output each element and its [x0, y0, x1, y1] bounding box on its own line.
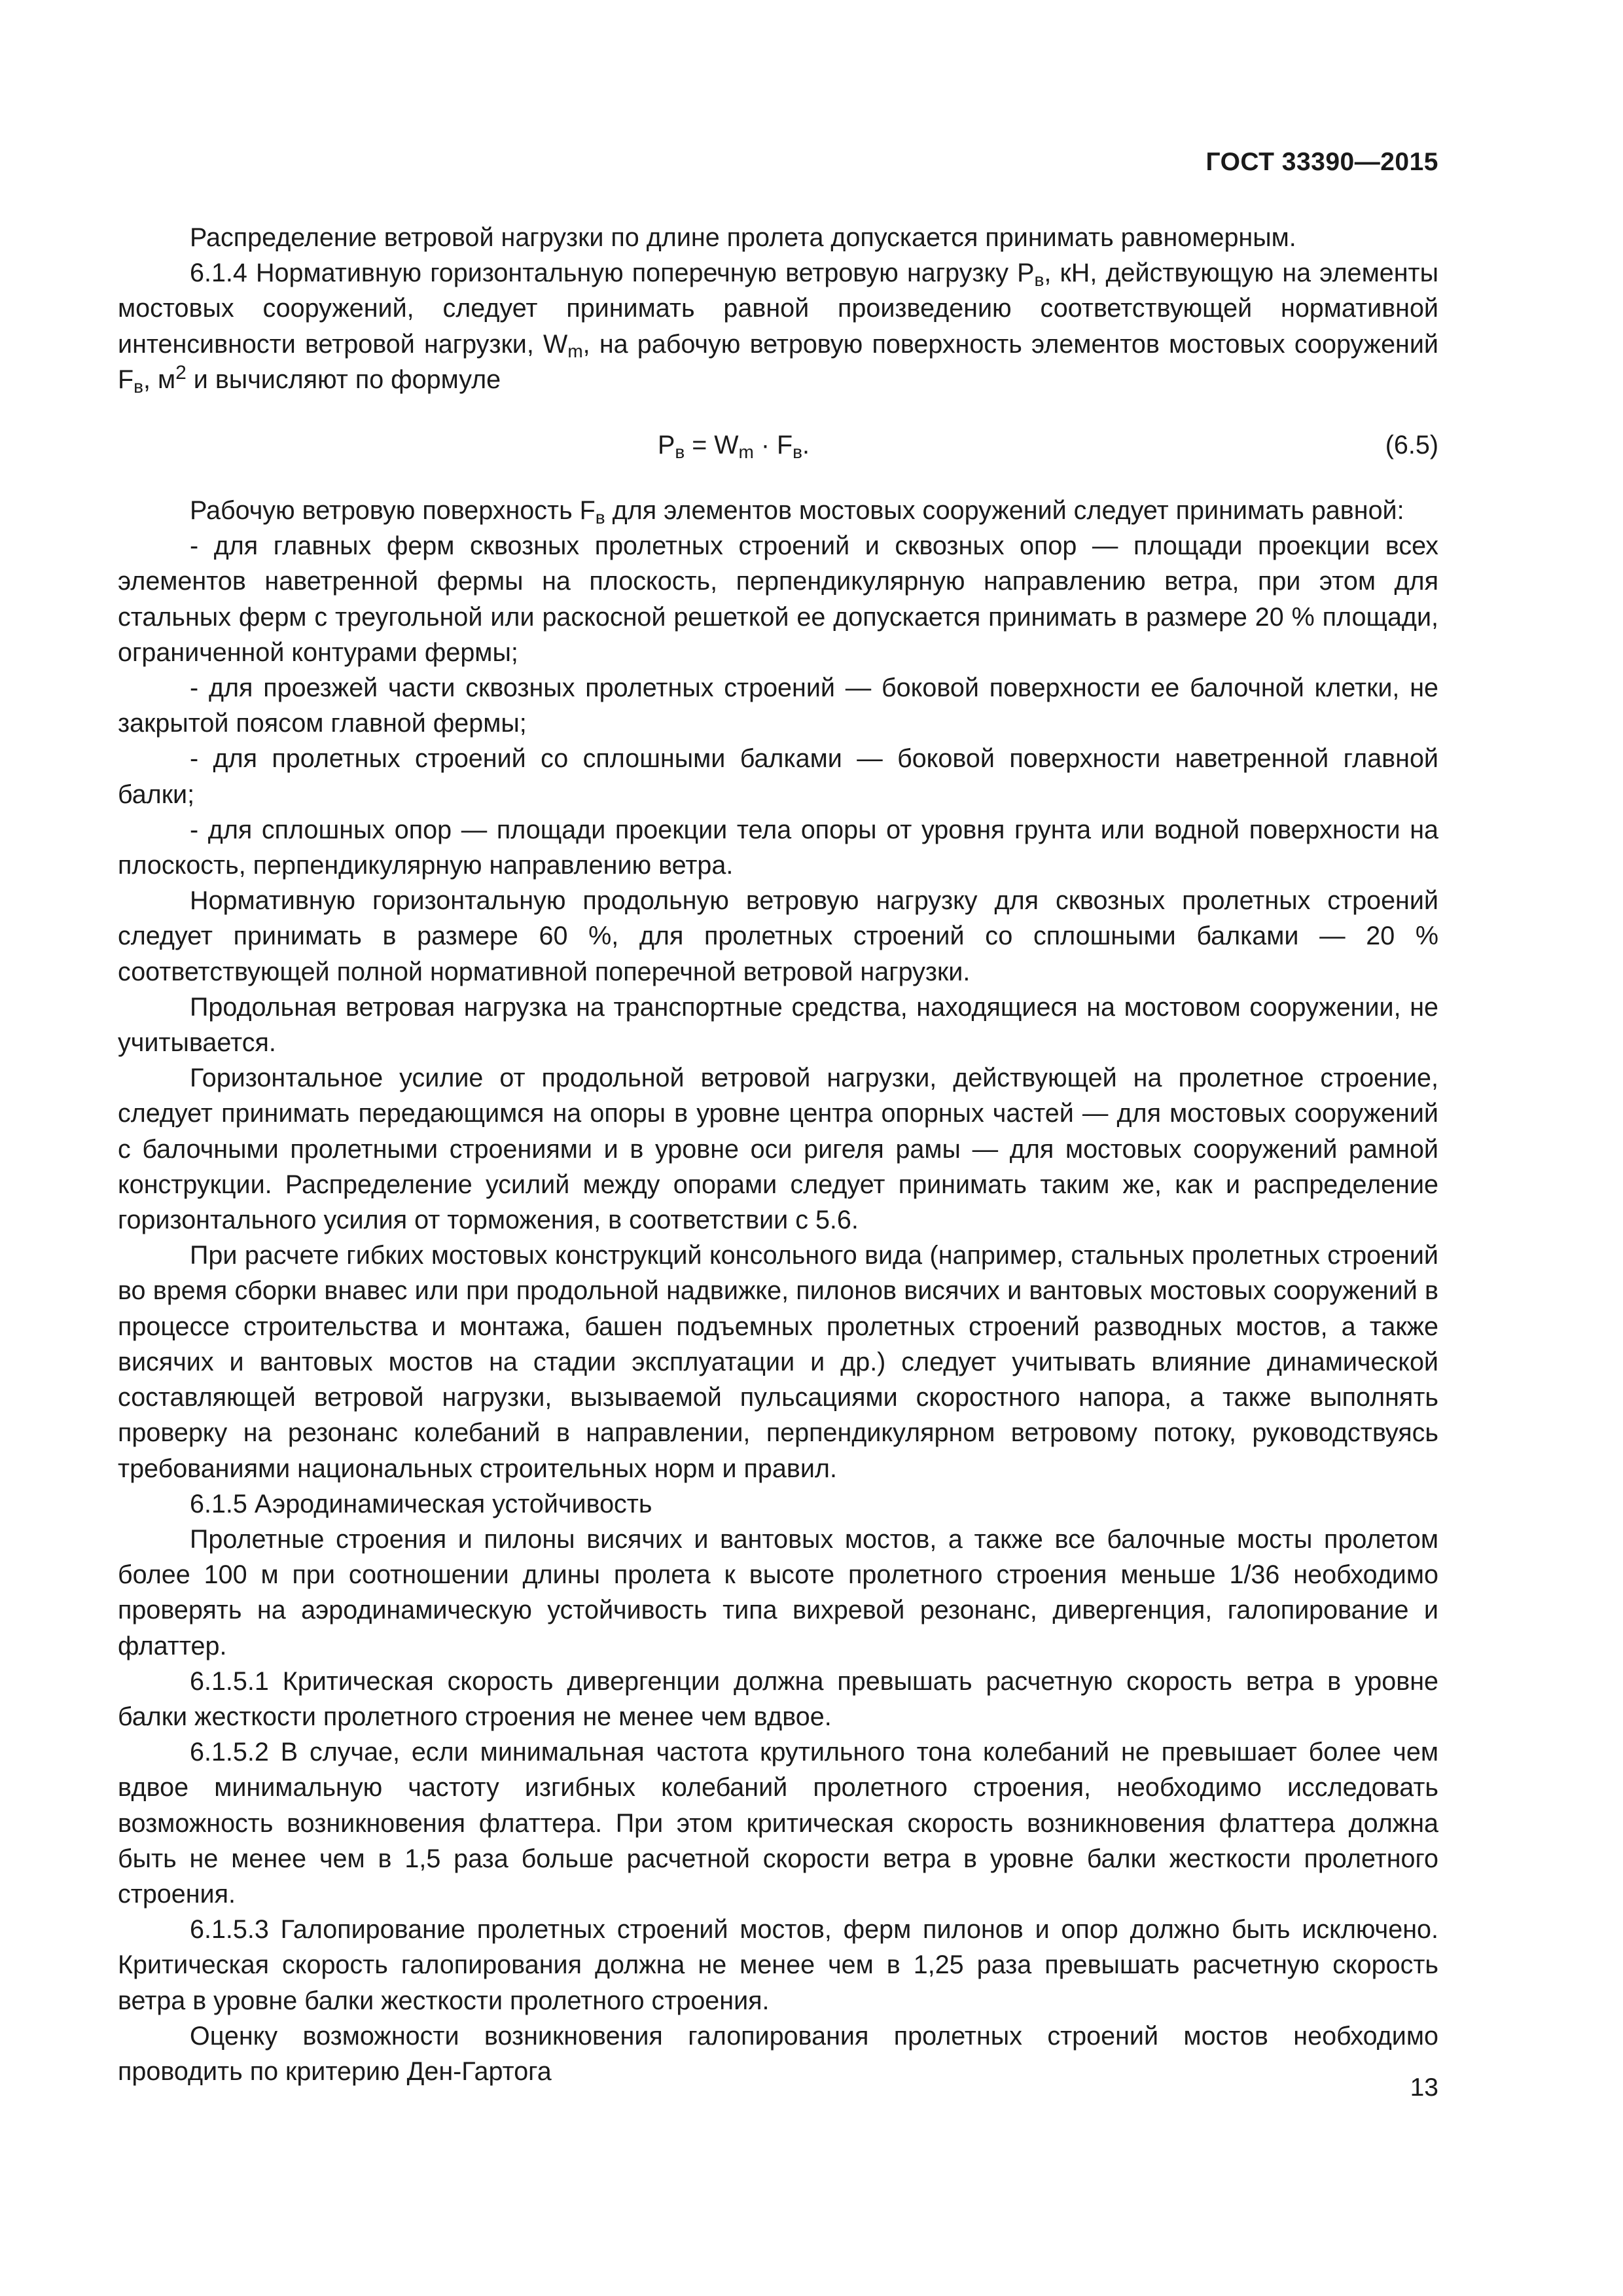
text-run: Рабочую ветровую поверхность F — [190, 496, 596, 526]
subscript: в — [675, 442, 685, 463]
formula-expression — [658, 427, 810, 463]
paragraph: 6.1.5.1 Критическая скорость дивергенции должна превышать расчетную скорость ветра в уровне балки жесткости пролетного строения не менее чем вдвое. — [118, 1666, 1438, 1731]
superscript: 2 — [175, 361, 187, 384]
list-item: - для проезжей части сквозных пролетных строений — боковой поверхности ее балочной клетки, не закрытой поясом главной фермы; — [118, 673, 1438, 738]
document-body — [118, 220, 1438, 2089]
formula-symbol: = W — [685, 431, 739, 460]
subscript: m — [738, 442, 754, 463]
subscript: в — [793, 442, 802, 463]
list-item: - для главных ферм сквозных пролетных строений и сквозных опор — площади проекции всех элементов наветренной фермы на плоскость, перпендикулярную направлению ветра, при этом для стальных ферм с треугольной или раскосной решеткой ее допускается принимать в размере 20 % площади, ограниченной контурами фермы; — [118, 531, 1438, 667]
text-run: 6.1.4 Нормативную горизонтальную поперечную ветровую нагрузку P — [190, 259, 1035, 288]
formula-symbol: · F — [753, 431, 793, 460]
paragraph: При расчете гибких мостовых конструкций консольного вида (например, стальных пролетных строений во время сборки внавес или при продольной надвижке, пилонов висячих и вантовых мостовых сооружений в процессе строительства и монтажа, башен подъемных пролетных строений разводных мостов, а также висячих и вантовых мостов на стадии эксплуатации и др.) следует учитывать влияние динамической составляющей ветровой нагрузки, вызываемой пульсациями скоростного напора, а также выполнять проверку на резонанс колебаний в направлении, перпендикулярном ветровому потоку, руководствуясь требованиями национальных строительных норм и правил. — [118, 1241, 1438, 1483]
page-number: 13 — [1410, 2073, 1438, 2102]
subscript: в — [595, 507, 605, 528]
list-item: - для сплошных опор — площади проекции тела опоры от уровня грунта или водной поверхности на плоскость, перпендикулярную направлению ветра. — [118, 815, 1438, 880]
text-run: и вычисляют по формуле — [186, 365, 501, 394]
text-run: , м — [143, 365, 176, 394]
paragraph-surface — [118, 493, 1438, 528]
paragraph: Горизонтальное усилие от продольной ветровой нагрузки, действующей на пролетное строение, следует принимать передающимся на опоры в уровне центра опорных частей — для мостовых сооружений с балочными пролетными строениями и в уровне оси ригеля рамы — для мостовых сооружений рамной конструкции. Распределение усилий между опорами следует принимать таким же, как и распределение горизонтального усилия от торможения, в соответствии с 5.6. — [118, 1064, 1438, 1235]
paragraph: 6.1.5.3 Галопирование пролетных строений мостов, ферм пилонов и опор должно быть исключено. Критическая скорость галопирования должна не менее чем в 1,25 раза превышать расчетную скорость ветра в уровне балки жесткости пролетного строения. — [118, 1915, 1438, 2015]
paragraph-6-1-4 — [118, 255, 1438, 397]
standard-header: ГОСТ 33390—2015 — [1205, 148, 1438, 176]
subscript: m — [567, 340, 583, 361]
paragraph: Пролетные строения и пилоны висячих и вантовых мостов, а также все балочные мосты пролетом более 100 м при соотношении длины пролета к высоте пролетного строения меньше 1/36 необходимо проверять на аэродинамическую устойчивость типа вихревой резонанс, дивергенция, галопирование и флаттер. — [118, 1524, 1438, 1660]
text-run: для элементов мостовых сооружений следует принимать равной: — [605, 496, 1404, 526]
list-item: - для пролетных строений со сплошными балками — боковой поверхности наветренной главной балки; — [118, 744, 1438, 809]
formula-number: (6.5) — [1385, 431, 1438, 460]
text-run: , кН, действующую на элементы мостовых сооружений, следует принимать равной произведению соответствующей нормативной интенсивности ветровой нагрузки, W — [118, 259, 1439, 359]
formula-symbol: P — [658, 431, 675, 460]
formula-6-5 — [118, 427, 1438, 463]
section-heading: 6.1.5 Аэродинамическая устойчивость — [190, 1489, 652, 1518]
paragraph: 6.1.5.2 В случае, если минимальная частота крутильного тона колебаний не превышает более чем вдвое минимальную частоту изгибных колебаний пролетного строения, необходимо исследовать возможность возникновения флаттера. При этом критическая скорость возникновения флаттера должна быть не менее чем в 1,5 раза больше расчетной скорости ветра в уровне балки жесткости пролетного строения. — [118, 1738, 1438, 1909]
subscript: в — [134, 376, 144, 397]
text-run: , на рабочую ветровую поверхность элементов мостовых сооружений F — [118, 329, 1438, 394]
formula-symbol: . — [802, 431, 810, 460]
paragraph: Нормативную горизонтальную продольную ветровую нагрузку для сквозных пролетных строений следует принимать в размере 60 %, для пролетных строений со сплошными балками — 20 % соответствующей полной нормативной поперечной ветровой нагрузки. — [118, 886, 1438, 986]
paragraph: Распределение ветровой нагрузки по длине пролета допускается принимать равномерным. — [190, 223, 1296, 252]
paragraph: Продольная ветровая нагрузка на транспортные средства, находящиеся на мостовом сооружении, не учитывается. — [118, 992, 1438, 1058]
paragraph: Оценку возможности возникновения галопирования пролетных строений мостов необходимо проводить по критерию Ден-Гартога — [118, 2021, 1438, 2086]
subscript: в — [1034, 270, 1044, 291]
